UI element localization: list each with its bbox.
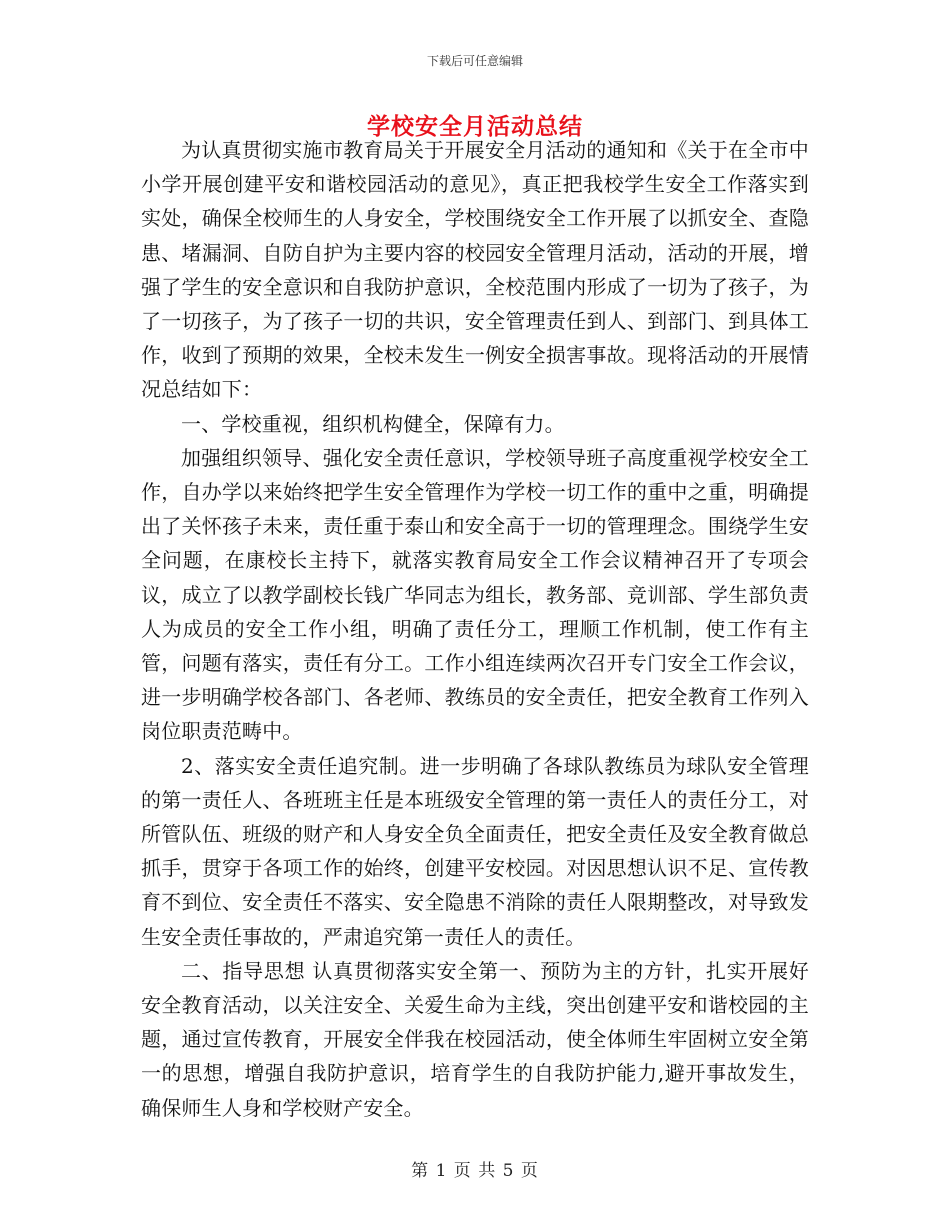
paragraph-guiding-thought: 二、指导思想 认真贯彻落实安全第一、预防为主的方针，扎实开展好安全教育活动，以关注安全、关爱生命为主线，突出创建平安和谐校园的主题，通过宣传教育，开展安全伴我在校园活动，使全体师生牢固树立安全第一的思想，增强自我防护意识，培育学生的自我防护能力,避开事故发生，确保师生人身和学校财产安全。: [141, 958, 809, 1120]
document-title: 学校安全月活动总结: [367, 113, 583, 140]
paragraph-organization: 加强组织领导、强化安全责任意识，学校领导班子高度重视学校安全工作，自办学以来始终把学生安全管理作为学校一切工作的重中之重，明确提出了关怀孩子未来，责任重于泰山和安全高于一切的管理理念。围绕学生安全问题，在康校长主持下，就落实教育局安全工作会议精神召开了专项会议，成立了以教学副校长钱广华同志为组长，教务部、竞训部、学生部负责人为成员的安全工作小组，明确了责任分工，理顺工作机制，使工作有主管，问题有落实，责任有分工。工作小组连续两次召开专门安全工作会议，进一步明确学校各部门、各老师、教练员的安全责任，把安全教育工作列入岗位职责范畴中。: [141, 445, 809, 744]
header-note: 下载后可任意编辑: [426, 54, 523, 68]
page-footer: 第 1 页 共 5 页: [411, 1161, 539, 1181]
document-body: [141, 133, 809, 1125]
paragraph-intro: 为认真贯彻实施市教育局关于开展安全月活动的通知和《关于在全市中小学开展创建平安和谐校园活动的意见》，真正把我校学生安全工作落实到实处，确保全校师生的人身安全，学校围绕安全工作开展了以抓安全、查隐患、堵漏洞、自防自护为主要内容的校园安全管理月活动，活动的开展，增强了学生的安全意识和自我防护意识，全校范围内形成了一切为了孩子，为了一切孩子，为了孩子一切的共识，安全管理责任到人、到部门、到具体工作，收到了预期的效果，全校未发生一例安全损害事故。现将活动的开展情况总结如下：: [141, 138, 809, 402]
paragraph-responsibility: 2、落实安全责任追究制。进一步明确了各球队教练员为球队安全管理的第一责任人、各班班主任是本班级安全管理的第一责任人的责任分工，对所管队伍、班级的财产和人身安全负全面责任，把安全责任及安全教育做总抓手，贯穿于各项工作的始终，创建平安校园。对因思想认识不足、宣传教育不到位、安全责任不落实、安全隐患不消除的责任人限期整改，对导致发生安全责任事故的，严肃追究第一责任人的责任。: [141, 753, 809, 949]
paragraph-section-1-heading: 一、学校重视，组织机构健全，保障有力。: [181, 411, 565, 436]
